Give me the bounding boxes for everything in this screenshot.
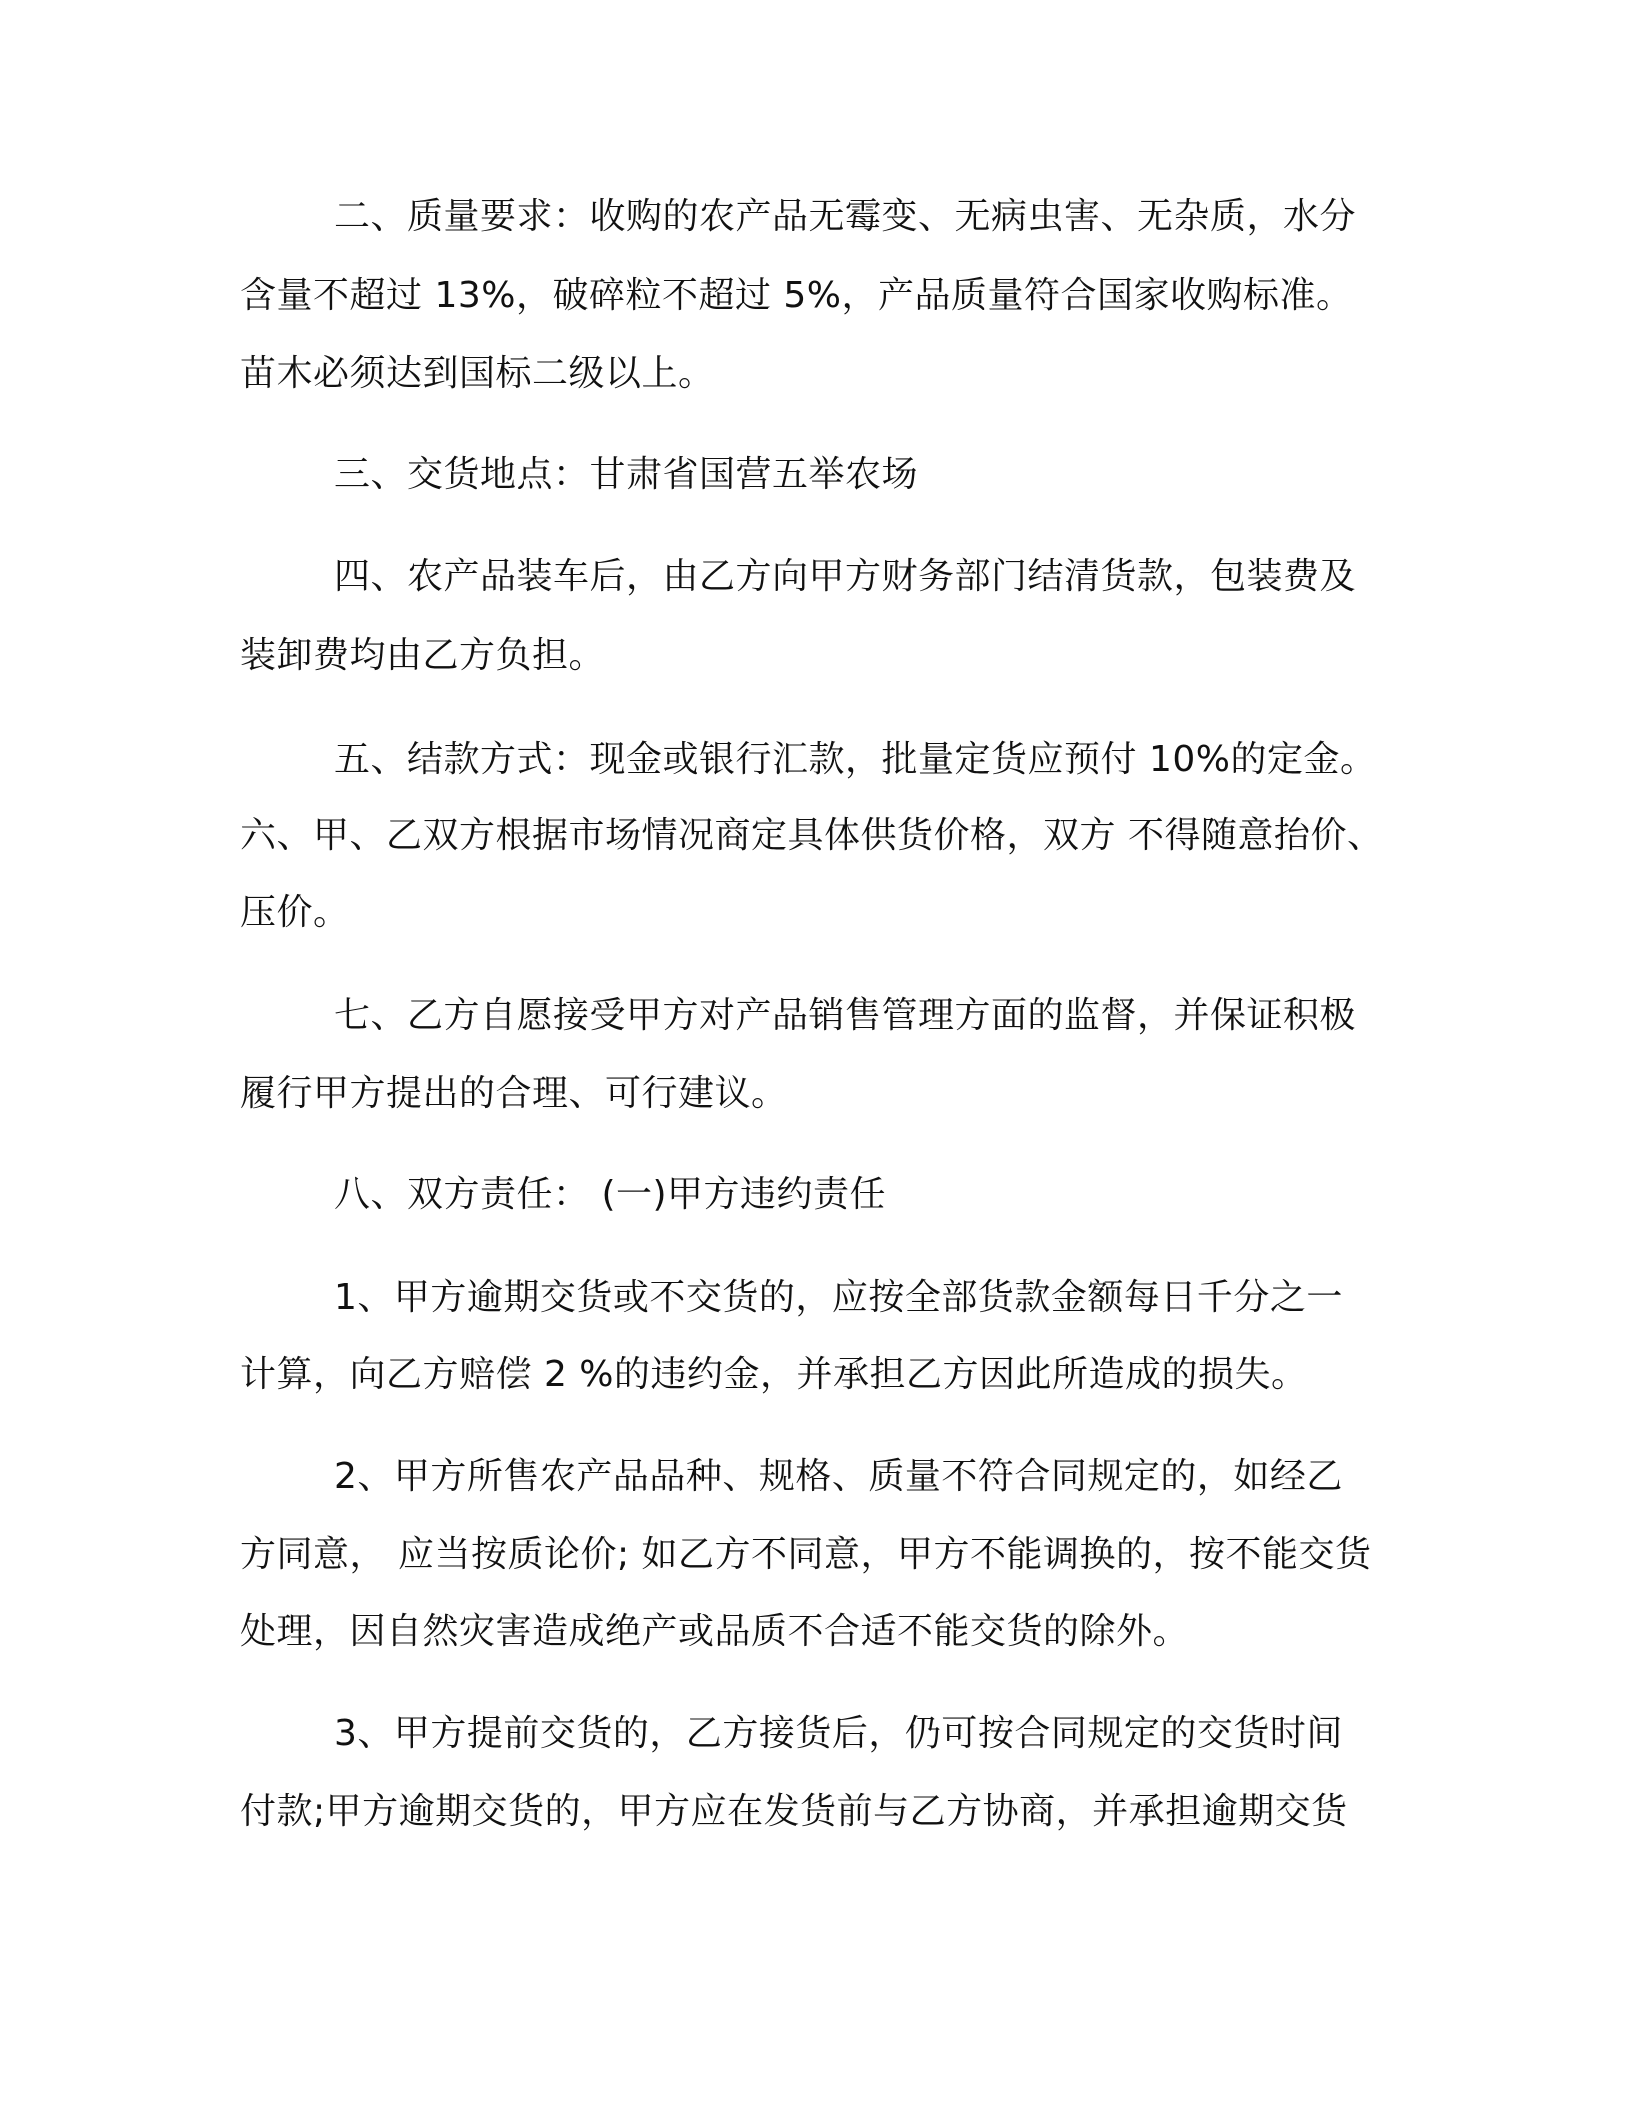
item-2-line-2: 方同意， 应当按质论价; 如乙方不同意，甲方不能调换的，按不能交货 — [240, 1534, 1372, 1575]
item-2-line-3: 处理，因自然灾害造成绝产或品质不合适不能交货的除外。 — [240, 1611, 1190, 1652]
clause-4-line-2: 装卸费均由乙方负担。 — [240, 635, 606, 676]
clause-2-line-2: 含量不超过 13%，破碎粒不超过 5%，产品质量符合国家收购标准。 — [240, 275, 1353, 316]
clause-6-line-1: 六、甲、乙双方根据市场情况商定具体供货价格，双方 不得随意抬价、 — [240, 815, 1384, 856]
item-3-line-2: 付款;甲方逾期交货的，甲方应在发货前与乙方协商，并承担逾期交货 — [240, 1791, 1348, 1832]
clause-2-line-3: 苗木必须达到国标二级以上。 — [240, 353, 715, 394]
clause-6-line-2: 压价。 — [240, 892, 350, 933]
clause-4-line-1: 四、农产品装车后，由乙方向甲方财务部门结清货款，包装费及 — [334, 556, 1357, 597]
clause-8-heading: 八、双方责任： (一)甲方违约责任 — [334, 1174, 887, 1215]
item-2-line-1: 2、甲方所售农产品品种、规格、质量不符合同规定的，如经乙 — [334, 1456, 1343, 1497]
clause-7-line-2: 履行甲方提出的合理、可行建议。 — [240, 1073, 788, 1114]
clause-3-line-1: 三、交货地点：甘肃省国营五举农场 — [334, 454, 919, 495]
clause-2-line-1: 二、质量要求：收购的农产品无霉变、无病虫害、无杂质，水分 — [334, 196, 1357, 237]
item-1-line-2: 计算，向乙方赔偿 2 %的违约金，并承担乙方因此所造成的损失。 — [240, 1354, 1308, 1395]
clause-7-line-1: 七、乙方自愿接受甲方对产品销售管理方面的监督，并保证积极 — [334, 995, 1357, 1036]
item-1-line-1: 1、甲方逾期交货或不交货的，应按全部货款金额每日千分之一 — [334, 1277, 1343, 1318]
clause-5-line-1: 五、结款方式：现金或银行汇款，批量定货应预付 10%的定金。 — [334, 739, 1377, 780]
item-3-line-1: 3、甲方提前交货的，乙方接货后，仍可按合同规定的交货时间 — [334, 1713, 1343, 1754]
